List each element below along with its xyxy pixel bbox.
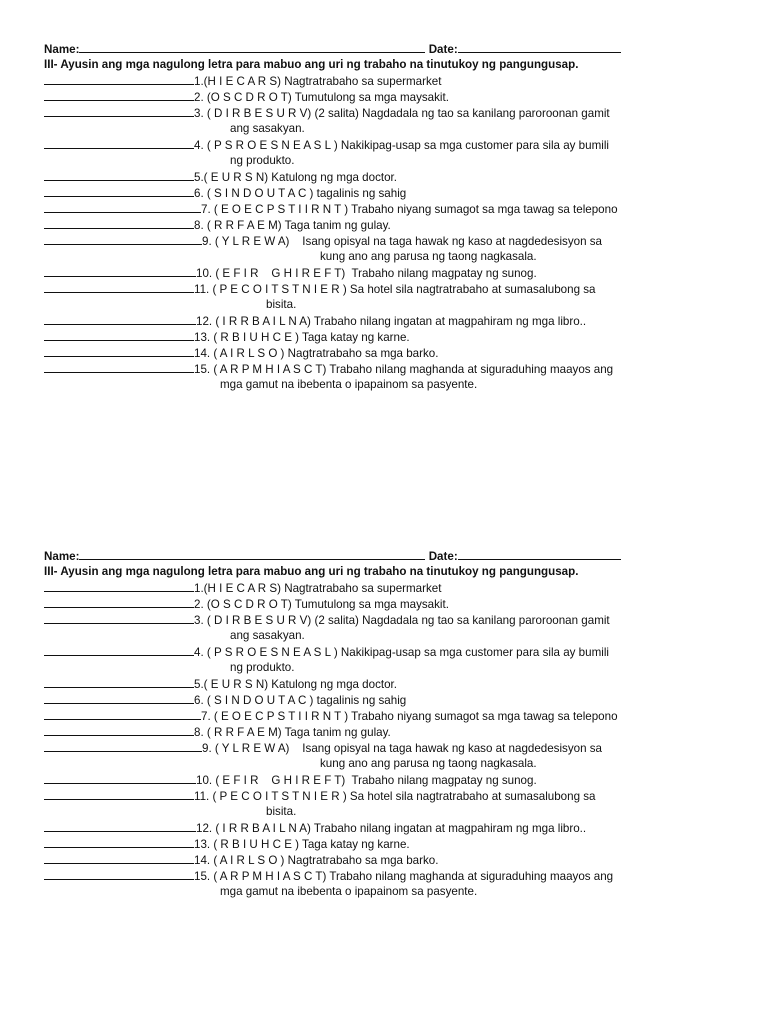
answer-blank[interactable] [44,644,194,656]
answer-blank[interactable] [44,217,194,229]
item-text: 13. ( R B I U H C E ) Taga katay ng karne. [194,331,410,344]
list-item [44,772,734,788]
item-text: 7. ( E O E C P S T I I R N T ) Trabaho niyang sumagot sa mga tawag sa telepono [201,203,618,216]
name-field[interactable] [79,41,425,53]
item-text: 15. ( A R P M H I A S C T) Trabaho nilang maghanda at siguraduhing maayos ang [194,870,614,883]
item-text: 8. ( R R F A E M) Taga tanim ng gulay. [194,726,391,739]
answer-blank[interactable] [44,852,194,864]
list-item [44,820,734,836]
answer-blank[interactable] [44,676,194,688]
item-text: 2. (O S C D R O T) Tumutulong sa mga maysakit. [194,598,449,611]
instruction: III- Ayusin ang mga nagulong letra para mabuo ang uri ng trabaho na tinutukoy ng pangungusap. [44,565,579,578]
item-text: 1.(H I E C A R S) Nagtratrabaho sa supermarket [194,75,442,88]
list-item [44,73,734,89]
answer-blank[interactable] [44,596,194,608]
list-item [44,105,734,121]
item-continuation: mga gamut na ibebenta o ipapainom sa pasyente. [220,885,478,898]
instruction: III- Ayusin ang mga nagulong letra para mabuo ang uri ng trabaho na tinutukoy ng pangungusap. [44,58,579,71]
item-text: 10. ( E F I R G H I R E F T) Trabaho nilang magpatay ng sunog. [196,267,537,280]
item-list [44,73,734,393]
answer-blank[interactable] [44,361,194,373]
item-text: 12. ( I R R B A I L N A) Trabaho nilang ingatan at magpahiram ng mga libro.. [196,315,587,328]
item-text: 5.( E U R S N) Katulong ng mga doctor. [194,678,397,691]
item-text: 14. ( A I R L S O ) Nagtratrabaho sa mga barko. [194,347,439,360]
answer-blank[interactable] [44,820,196,832]
answer-blank[interactable] [44,265,196,277]
item-text: 7. ( E O E C P S T I I R N T ) Trabaho niyang sumagot sa mga tawag sa telepono [201,710,618,723]
list-item [44,644,734,660]
item-continuation: kung ano ang parusa ng taong nagkasala. [320,250,537,263]
list-item [44,233,734,249]
item-continuation: ng produkto. [230,661,295,674]
item-text: 1.(H I E C A R S) Nagtratrabaho sa supermarket [194,582,442,595]
list-item [44,329,734,345]
answer-blank[interactable] [44,137,194,149]
list-item [44,708,734,724]
answer-blank[interactable] [44,708,201,720]
answer-blank[interactable] [44,201,201,213]
list-item [44,836,734,852]
answer-blank[interactable] [44,612,194,624]
answer-blank[interactable] [44,692,194,704]
list-item [44,676,734,692]
item-continuation: bisita. [266,805,297,818]
list-item [44,169,734,185]
answer-blank[interactable] [44,105,194,117]
name-label: Name: [44,43,80,56]
answer-blank[interactable] [44,740,202,752]
item-text: 5.( E U R S N) Katulong ng mga doctor. [194,171,397,184]
worksheet-bottom [44,548,734,900]
list-item [44,692,734,708]
item-text: 11. ( P E C O I T S T N I E R ) Sa hotel sila nagtratrabaho at sumasalubong sa [194,790,596,803]
answer-blank[interactable] [44,329,194,341]
list-item [44,852,734,868]
item-text: 14. ( A I R L S O ) Nagtratrabaho sa mga barko. [194,854,439,867]
answer-blank[interactable] [44,868,194,880]
answer-blank[interactable] [44,313,196,325]
date-label: Date: [428,550,458,563]
date-field[interactable] [458,41,621,53]
list-item [44,612,734,628]
name-field[interactable] [79,548,425,560]
item-text: 4. ( P S R O E S N E A S L ) Nakikipag-usap sa mga customer para sila ay bumili [194,646,609,659]
item-text: 9. ( Y L R E W A) Isang opisyal na taga hawak ng kaso at nagdedesisyon sa [202,235,603,248]
item-text: 15. ( A R P M H I A S C T) Trabaho nilang maghanda at siguraduhing maayos ang [194,363,614,376]
list-item [44,201,734,217]
list-item [44,265,734,281]
list-item [44,596,734,612]
date-label: Date: [428,43,458,56]
answer-blank[interactable] [44,169,194,181]
item-text: 8. ( R R F A E M) Taga tanim ng gulay. [194,219,391,232]
worksheet-top [44,41,734,393]
answer-blank[interactable] [44,73,194,85]
list-item [44,724,734,740]
answer-blank[interactable] [44,580,194,592]
item-text: 4. ( P S R O E S N E A S L ) Nakikipag-usap sa mga customer para sila ay bumili [194,139,609,152]
header-row [44,41,734,57]
list-item [44,313,734,329]
list-item [44,281,734,297]
list-item [44,185,734,201]
item-text: 3. ( D I R B E S U R V) (2 salita) Nagdadala ng tao sa kanilang paroroonan gamit [194,614,610,627]
name-label: Name: [44,550,80,563]
list-item [44,89,734,105]
answer-blank[interactable] [44,281,194,293]
answer-blank[interactable] [44,772,196,784]
list-item [44,580,734,596]
answer-blank[interactable] [44,788,194,800]
list-item [44,740,734,756]
item-text: 12. ( I R R B A I L N A) Trabaho nilang ingatan at magpahiram ng mga libro.. [196,822,587,835]
item-continuation: ng produkto. [230,154,295,167]
date-field[interactable] [458,548,621,560]
list-item [44,361,734,377]
answer-blank[interactable] [44,724,194,736]
item-list [44,580,734,900]
answer-blank[interactable] [44,836,194,848]
item-continuation: kung ano ang parusa ng taong nagkasala. [320,757,537,770]
answer-blank[interactable] [44,233,202,245]
item-continuation: ang sasakyan. [230,122,305,135]
item-continuation: ang sasakyan. [230,629,305,642]
list-item [44,217,734,233]
item-text: 10. ( E F I R G H I R E F T) Trabaho nilang magpatay ng sunog. [196,774,537,787]
list-item [44,137,734,153]
item-text: 6. ( S I N D O U T A C ) tagalinis ng sahig [194,694,407,707]
item-text: 3. ( D I R B E S U R V) (2 salita) Nagdadala ng tao sa kanilang paroroonan gamit [194,107,610,120]
answer-blank[interactable] [44,185,194,197]
item-continuation: bisita. [266,298,297,311]
item-text: 13. ( R B I U H C E ) Taga katay ng karne. [194,838,410,851]
answer-blank[interactable] [44,89,194,101]
answer-blank[interactable] [44,345,194,357]
item-text: 11. ( P E C O I T S T N I E R ) Sa hotel sila nagtratrabaho at sumasalubong sa [194,283,596,296]
item-continuation: mga gamut na ibebenta o ipapainom sa pasyente. [220,378,478,391]
item-text: 2. (O S C D R O T) Tumutulong sa mga maysakit. [194,91,449,104]
list-item [44,868,734,884]
item-text: 6. ( S I N D O U T A C ) tagalinis ng sahig [194,187,407,200]
list-item [44,788,734,804]
list-item [44,345,734,361]
item-text: 9. ( Y L R E W A) Isang opisyal na taga hawak ng kaso at nagdedesisyon sa [202,742,603,755]
header-row [44,548,734,564]
